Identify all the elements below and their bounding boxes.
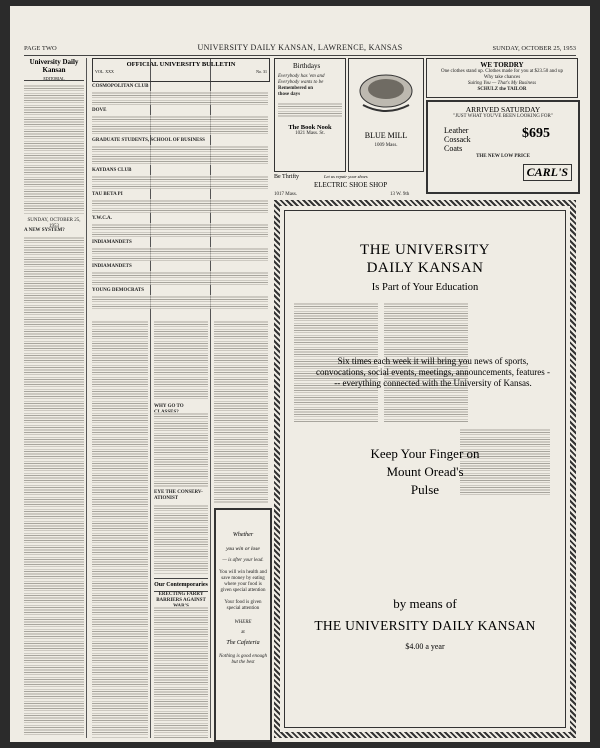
bulletin-vol: VOL. XXX [95,69,114,74]
editorial-column-3 [154,320,208,400]
column-rule [86,58,87,738]
newspaper-page: PAGE TWO UNIVERSITY DAILY KANSAN, LAWRENCE, KANSAS SUNDAY, OCTOBER 25, 1953 University Daily Kansan EDITORIAL SUNDAY, OCTOBER 25, 1953 A NEW SYSTEM? OFFICIAL UNIVERSITY BULLETIN VOL. XXX No. 31 COSMOPOLITAN CLUB DOVE GRADUATE STUDENTS, SCHOOL OF BUSINESS KAYDANS CLUB TAU BETA PI Y.W.C.A. INDIAMANDETS INDIAMANDETS YOUNG DEMOCRATS WHY GO TO EYE THE CONSERV-ATIONIST Our Contemporaries ERECTING FARRY BARRIERS AGAINST Whether you win or lose — is after your lead. You will win health and save money by eating where your food is given special attention Your food is given special attention WHERE at The Cafeteria Nothing is good enough but the best Birthdays Everybody has 'em and Everybody wants to be Remembered on those days The Book Nook 1021 Mass. St. BLUE MILL 1009 Mass. WE TORDRY One clothes stand up. Clothes made for you at $23.50 and up Why take chances Suiting You — That's My Business SCHULZ the TAILOR ARRIVED SATURDAY "JUST WHAT YOU'VE BEEN LOOKING FOR" Leather Cossack Coats $695 THE NEW LOW PRICE CARL'S Be Thrifty Let us repair your shoes ELECTRIC SHOE SHOP 1017 Mass. 13 W. 9th THE UNIVERSITY DAILY KANSAN Is Part of Your Education Six times each week it will bring you news of sports, convocations, social events, meetings, announcements, features --- everything connected with the University of Kansas. Keep Your Finger on Mount Oread's Pulse by means of THE UNIVERSITY DAILY KANSAN $4.00 a year [10,6,590,742]
bulletin-item: COSMOPOLITAN CLUB [92,84,149,89]
birthdays-title: Birthdays [293,62,321,70]
page-header [24,43,576,56]
cafeteria-winlose: you win or lose [226,546,260,552]
bulletin-issue: No. 31 [256,69,267,74]
bluemill-ad [348,58,424,172]
cafeteria-ad: Whether you win or lose — is after your lead. You will win health and save money by eating where your food is given special attention Your food is given special attention WHERE at The Cafeteria Nothing is good enough but the best [214,508,272,742]
masthead-date: SUNDAY, OCTOBER 25, 1953 [27,218,81,229]
cafeteria-whether: Whether [232,532,254,538]
kansan-price: $4.00 a year [405,642,445,651]
page-label: PAGE TWO [24,45,57,52]
masthead [24,58,84,81]
editorial-column-3b [154,412,208,488]
bulletin-item: INDIAMANDETS [92,240,132,245]
carls-items: Leather Cossack Coats [444,126,471,153]
kansan-bottom: THE UNIVERSITY DAILY KANSAN [314,618,536,633]
kansan-sub: Is Part of Your Education [371,282,479,293]
masthead-title: University Daily Kansan [29,58,79,74]
paper-title: UNIVERSITY DAILY KANSAN, LAWRENCE, KANSAS [197,43,403,52]
cafeteria-name: The Cafeteria [226,640,260,646]
issue-date: SUNDAY, OCTOBER 25, 1953 [492,45,576,52]
editorial-subhead: WHY GO TO [154,404,184,409]
bulletin-item: KAYDANS CLUB [92,168,132,173]
tailor-ad: WE TORDRY One clothes stand up. Clothes made for you at $23.50 and up Why take chances Suiting You — That's My Business SCHULZ the TAILOR [426,58,578,98]
shoe-store: ELECTRIC SHOE SHOP [314,181,388,189]
kansan-keep-1: Keep Your Finger on [370,446,480,461]
carls-ad: ARRIVED SATURDAY "JUST WHAT YOU'VE BEEN LOOKING FOR" Leather Cossack Coats $695 THE NEW LOW PRICE CARL'S [426,100,580,194]
kansan-body: Six times each week it will bring you news of sports, convocations, social events, meetings, announcements, features --- everything connected with the University of Kansas. [316,356,550,388]
shoe-ad: Be Thrifty Let us repair your shoes ELECTRIC SHOE SHOP [274,174,388,189]
bulletin-item: DOVE [92,108,107,113]
bulletin-item: TAU BETA PI [92,192,123,197]
carls-price: $695 [522,126,550,141]
kansan-keep-2: Mount Oread's [386,464,464,479]
editorial-column-2 [92,320,148,738]
kansan-bymeans: by means of [393,596,457,611]
bulletin-item: YOUNG DEMOCRATS [92,288,144,293]
kansan-title-2: DAILY KANSAN [366,260,484,276]
tailor-title: WE TORDRY [480,61,524,69]
carls-arrived: ARRIVED SATURDAY [465,105,541,114]
kansan-keep-3: Pulse [410,482,440,497]
contemporaries-column [154,606,208,738]
carls-logo: CARL'S [523,164,572,181]
shoe-head: Be Thrifty [274,174,300,180]
editorial-subhead: EYE THE CONSERV-ATIONIST [154,490,203,501]
editorial-column-3c [154,504,208,574]
food-illustration-icon [353,65,419,113]
bulletin-title: OFFICIAL UNIVERSITY BULLETIN [126,61,236,68]
bluemill-address: 1009 Mass. [374,143,398,148]
kansan-title-1: THE UNIVERSITY [360,242,490,258]
bulletin-item: GRADUATE STUDENTS, SCHOOL OF BUSINESS [92,138,205,143]
editorial-head: A NEW SYSTEM? [24,228,65,233]
bluemill-name: BLUE MILL [364,131,408,140]
bulletin-item: INDIAMANDETS [92,264,132,269]
contemporaries-subhead: ERECTING FARRY BARRIERS AGAINST [156,592,206,603]
tailor-store: SCHULZ the TAILOR [477,87,527,92]
birthdays-store: The Book Nook [288,124,332,131]
masthead-section: EDITORIAL [43,76,65,81]
editorial-column-1 [24,236,84,736]
contemporaries-head: Our Contemporaries [154,578,208,592]
bulletin-body [92,84,268,316]
birthdays-ad: Birthdays Everybody has 'em and Everybody wants to be Remembered on those days The Book Nook 1021 Mass. St. [274,58,346,172]
kansan-ad [274,200,576,738]
staff-listing [24,84,84,214]
editorial-column-4 [214,320,268,504]
bulletin-item: Y.W.C.A. [92,216,112,221]
bulletin-header [92,58,270,82]
